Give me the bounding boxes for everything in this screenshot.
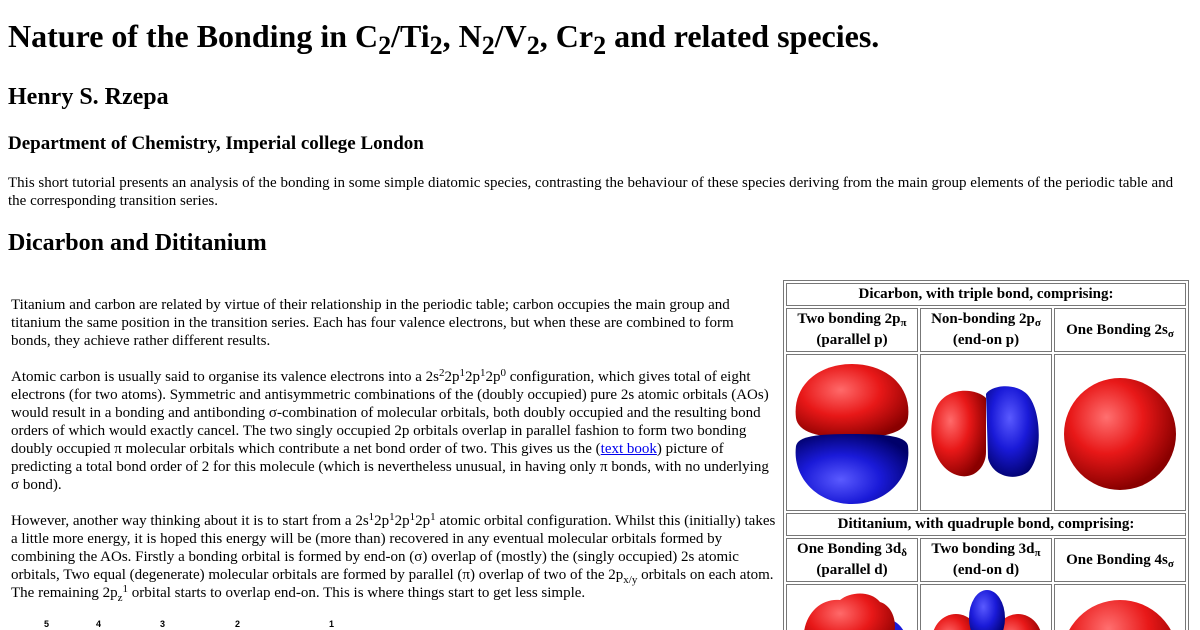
title-subscript: 2: [526, 31, 540, 60]
intro-paragraph: This short tutorial presents an analysis of the bonding in some simple diatomic species, contrasting the behaviour of these species deriving from the main group elements of the periodic table and the corresponding transition series.: [8, 175, 1174, 209]
dicarbon-caption: Dicarbon, with triple bond, comprising:: [786, 283, 1186, 306]
header-2p-sigma: [920, 308, 1052, 352]
text-run: However, another way thinking about it is to start from a 2s: [11, 513, 369, 529]
superscript: 1: [368, 511, 375, 523]
superscript: 1: [479, 367, 486, 379]
title-subscript: 2: [593, 31, 607, 60]
header-text: One Bonding 3d: [797, 541, 902, 557]
orbital-image-4s: [1054, 584, 1186, 630]
title-text: , Cr: [539, 18, 594, 54]
orbital-image-delta: [786, 584, 918, 630]
header-note: (end-on d): [952, 562, 1020, 578]
cut-off-number: 2: [235, 619, 241, 629]
text-run: 2p: [394, 513, 410, 529]
title-subscript: 2: [429, 31, 443, 60]
title-text: Nature of the Bonding in C: [8, 18, 379, 54]
orbital-image-3d-pi: [920, 584, 1052, 630]
title-subscript: 2: [378, 31, 392, 60]
text-run: Atomic carbon is usually said to organise its valence electrons into a 2s: [11, 369, 439, 385]
page-title: [8, 18, 880, 60]
header-3d-delta: [786, 538, 918, 582]
paragraph-3: [11, 512, 777, 602]
paragraph-1: Titanium and carbon are related by virtue of their relationship in the periodic table; carbon occupies the main group and titanium the same position in the transition series. Each has four valence electrons, but when these are combined to form bonds, they achieve rather different results.: [11, 297, 734, 349]
orbital-image-sigma-p: [920, 354, 1052, 511]
dititanium-caption: Dititanium, with quadruple bond, comprising:: [786, 513, 1186, 536]
header-subscript: σ: [1167, 327, 1174, 340]
header-2s-sigma: [1054, 308, 1186, 352]
text-run: 2p: [374, 513, 390, 529]
text-run: ) picture of predicting a total bond order of 2 for this molecule (which is nevertheless unusual, in having only π bonds, with no underlying σ bond).: [11, 441, 769, 493]
text-run: orbital starts to overlap end-on. This is where things start to get less simple.: [128, 585, 586, 601]
delta-orbital-image: [790, 588, 914, 630]
superscript: 2: [438, 367, 445, 379]
s4-orbital-image: [1058, 588, 1182, 630]
section-heading: Dicarbon and Dititanium: [8, 230, 267, 256]
orbital-image-pi: [786, 354, 918, 511]
title-text: /Ti: [391, 18, 430, 54]
header-text: Two bonding 3d: [931, 541, 1035, 557]
cut-off-number: 1: [329, 619, 335, 629]
text-run: orbitals on each atom. The remaining 2p: [11, 567, 774, 601]
header-subscript: σ: [1167, 557, 1174, 570]
text-book-link[interactable]: text book: [600, 441, 657, 457]
header-subscript: π: [1034, 547, 1041, 559]
s-orbital-image: [1058, 358, 1182, 508]
title-text: , N: [442, 18, 482, 54]
superscript: 1: [459, 367, 465, 379]
title-text: /V: [494, 18, 527, 54]
cut-off-number: 3: [160, 619, 166, 629]
text-run: atomic orbital configuration. Whilst this (initially) takes a little more energy, it is hoped this energy will be (more than) recovered in any eventual molecular orbitals formed by combining the AOs. Firstly a bonding orbital is formed by end-on (σ) overlap of (mostly) the (singly occupied) 2s atomic orbitals, Two equal (degenerate) molecular orbitals are formed by parallel (π) overlap of two of the 2p: [11, 513, 776, 583]
pi-orbital-image: [790, 358, 914, 508]
header-note: (end-on p): [952, 332, 1020, 348]
header-4s-sigma: [1054, 538, 1186, 582]
text-run: 2p: [444, 369, 460, 385]
superscript: 1: [389, 511, 395, 523]
header-3d-pi: [920, 538, 1052, 582]
header-2p-pi: [786, 308, 918, 352]
body-text: [11, 296, 777, 620]
orbital-table: [783, 280, 1189, 630]
superscript: 0: [500, 367, 506, 379]
department-name: Department of Chemistry, Imperial college London: [8, 133, 424, 154]
cut-off-number: 4: [96, 619, 102, 629]
header-text: Two bonding 2p: [797, 311, 901, 327]
text-run: 2p: [415, 513, 431, 529]
sigma-p-orbital-image: [924, 358, 1048, 508]
header-subscript: π: [900, 317, 907, 329]
title-subscript: 2: [481, 31, 495, 60]
header-note: (parallel p): [816, 332, 888, 348]
cut-off-number: 5: [44, 619, 50, 629]
header-subscript: δ: [901, 547, 907, 559]
paragraph-2: [11, 368, 777, 494]
text-run: 2p: [464, 369, 480, 385]
author-name: Henry S. Rzepa: [8, 84, 169, 110]
superscript: 1: [122, 583, 129, 595]
subscript: x/y: [623, 574, 638, 586]
text-run: 2p: [485, 369, 501, 385]
header-text: One Bonding 2s: [1066, 321, 1168, 338]
orbital-image-2s: [1054, 354, 1186, 511]
header-text: One Bonding 4s: [1066, 551, 1168, 568]
header-text: Non-bonding 2p: [931, 311, 1035, 327]
header-note: (parallel d): [816, 562, 888, 578]
superscript: 1: [409, 511, 416, 523]
superscript: 1: [430, 511, 436, 523]
d-pi-orbital-image: [924, 588, 1048, 630]
title-text: and related species.: [606, 18, 880, 54]
header-subscript: σ: [1034, 317, 1041, 329]
subscript: z: [117, 592, 123, 604]
text-run: configuration, which gives total of eight electrons (for two atoms). Symmetric and antisymmetric combinations of the (doubly occupied) pure 2s atomic orbitals (AOs) would result in a bonding and antibonding σ-combination of molecular orbitals, both doubly occupied and the resulting bond orders of which would exactly cancel. The two singly occupied 2p orbitals overlap in parallel fashion to form two bonding doubly occupied π molecular orbitals which contribute a net bond order of two. This gives us the (: [11, 369, 769, 457]
